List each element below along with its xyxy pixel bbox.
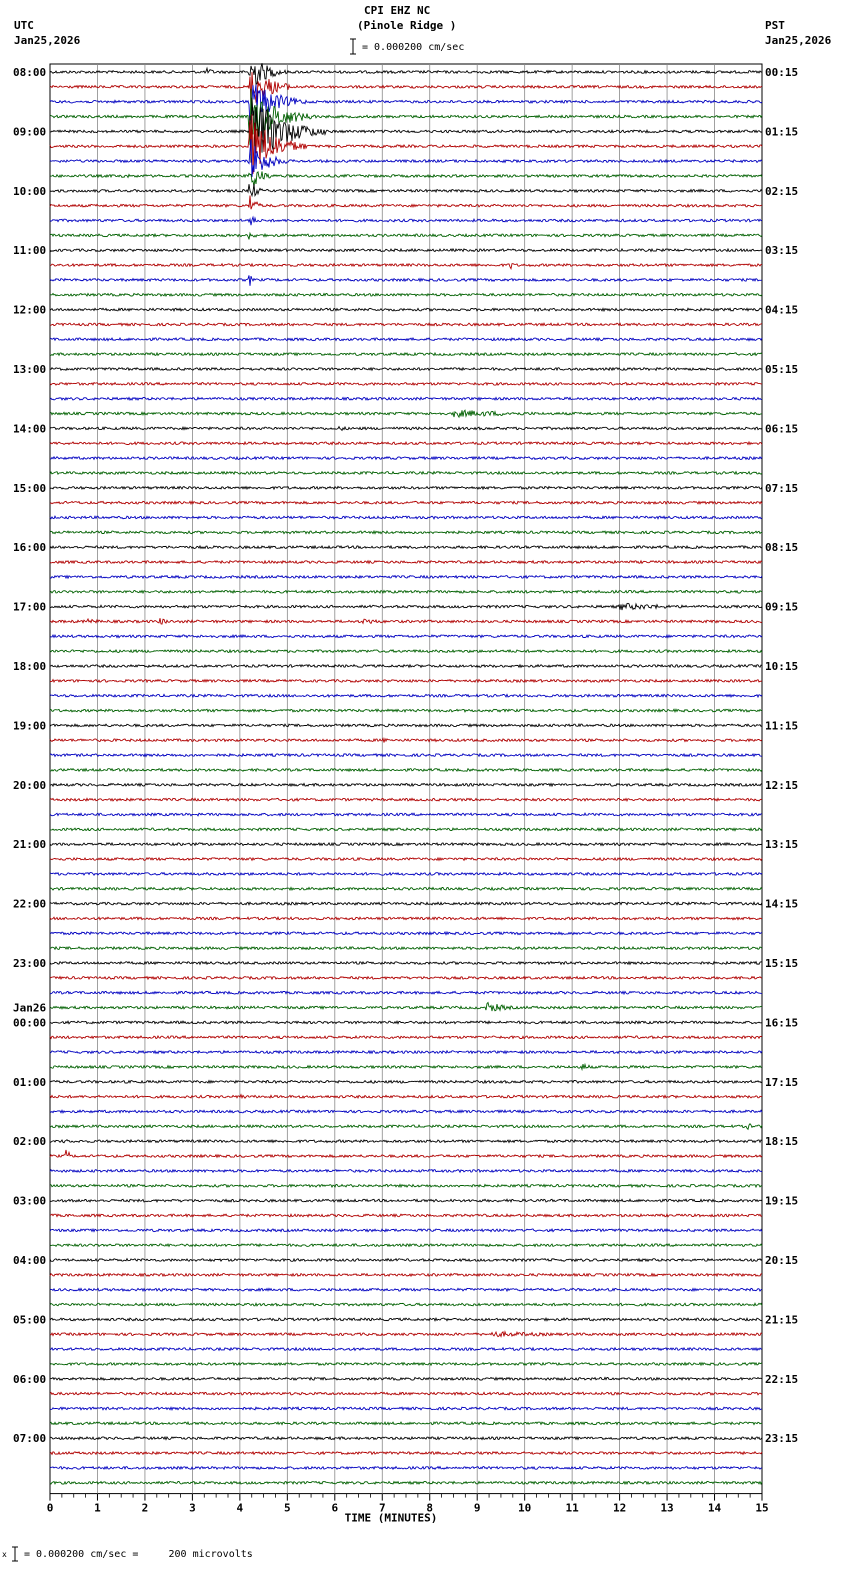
seismic-trace: [50, 63, 762, 84]
seismic-trace: [50, 1422, 762, 1425]
seismic-trace: [50, 1214, 762, 1217]
seismic-trace: [50, 888, 762, 891]
seismic-trace: [50, 784, 762, 787]
utc-hour-label: 18:00: [13, 660, 47, 673]
seismic-trace: [50, 843, 762, 846]
seismic-trace: [50, 1437, 762, 1440]
pst-hour-label: 04:15: [765, 303, 799, 317]
pst-hour-label: 19:15: [765, 1194, 799, 1208]
utc-hour-label: 02:00: [13, 1135, 47, 1149]
pst-hour-label: 03:15: [765, 244, 799, 258]
right-timezone-label: PST: [765, 19, 785, 32]
pst-hour-label: 15:15: [765, 957, 799, 970]
utc-hour-label: 06:00: [13, 1372, 47, 1386]
seismic-trace: [50, 680, 762, 683]
seismic-trace: [50, 516, 762, 519]
seismic-trace: [50, 338, 762, 341]
seismic-trace: [50, 1288, 762, 1291]
axis-tick-label: 10: [518, 1501, 532, 1515]
seismic-trace: [50, 665, 762, 668]
seismic-trace: [50, 858, 762, 861]
seismic-trace: [50, 196, 762, 210]
seismic-trace: [50, 368, 762, 371]
seismic-trace: [50, 139, 762, 177]
seismic-trace: [50, 1199, 762, 1202]
seismic-trace: [50, 1229, 762, 1232]
utc-hour-label: 07:00: [13, 1432, 47, 1446]
seismic-trace: [50, 873, 762, 876]
seismic-trace: [50, 1274, 762, 1277]
trace-layer: [50, 63, 762, 1484]
pst-hour-label: 14:15: [765, 897, 799, 911]
pst-hour-label: 23:15: [765, 1432, 799, 1446]
seismic-trace: [50, 650, 762, 653]
seismic-trace: [50, 1363, 762, 1366]
pst-hour-label: 12:15: [765, 778, 799, 792]
seismic-trace: [50, 1452, 762, 1455]
axis-tick-label: 5: [284, 1501, 291, 1515]
seismic-trace: [50, 618, 762, 624]
pst-hour-label: 21:15: [765, 1313, 799, 1327]
seismic-trace: [50, 902, 762, 905]
axis-tick-label: 7: [378, 1501, 386, 1515]
seismic-trace: [50, 1259, 762, 1262]
seismic-trace: [50, 1348, 762, 1351]
axis-tick-label: 3: [189, 1501, 196, 1515]
seismic-trace: [50, 591, 762, 594]
utc-hour-label: 12:00: [13, 303, 47, 317]
date-change-label: Jan26: [13, 1001, 47, 1015]
pst-hour-label: 01:15: [765, 125, 799, 139]
seismic-trace: [50, 694, 762, 697]
utc-hour-label: 05:00: [13, 1313, 47, 1327]
utc-hour-label: 21:00: [13, 838, 47, 852]
station-title: CPI EHZ NC: [364, 4, 431, 17]
seismic-trace: [50, 576, 762, 579]
time-axis: [47, 1494, 769, 1525]
seismic-trace: [50, 184, 762, 196]
footer-scale-bar-icon: [10, 1546, 20, 1562]
axis-tick-label: 2: [141, 1501, 149, 1515]
utc-hour-label: 09:00: [13, 125, 47, 139]
pst-hour-label: 05:15: [765, 363, 799, 376]
seismic-trace: [50, 917, 762, 920]
seismic-trace: [50, 1185, 762, 1188]
seismic-trace: [50, 442, 762, 445]
pst-hour-label: 06:15: [765, 422, 799, 436]
axis-tick-label: 11: [565, 1501, 579, 1515]
seismic-trace: [50, 798, 762, 801]
seismic-trace: [50, 709, 762, 712]
seismic-trace: [50, 991, 762, 994]
utc-hour-label: 11:00: [13, 244, 47, 258]
pst-hour-label: 07:15: [765, 481, 799, 495]
seismic-trace: [50, 1021, 762, 1024]
pst-hour-label: 22:15: [765, 1372, 799, 1386]
seismic-trace: [50, 249, 762, 252]
seismic-trace: [50, 1003, 762, 1012]
station-subtitle: (Pinole Ridge ): [357, 19, 457, 32]
seismic-trace: [50, 754, 762, 757]
seismic-trace: [50, 1170, 762, 1173]
seismic-trace: [50, 962, 762, 965]
seismic-trace: [50, 264, 762, 269]
seismic-trace: [50, 1064, 762, 1069]
pst-hour-label: 09:15: [765, 600, 799, 614]
pst-hour-label: 10:15: [765, 660, 799, 673]
footer-scale-text: = 0.000200 cm/sec = 200 microvolts: [24, 1549, 253, 1560]
axis-tick-label: 12: [612, 1501, 627, 1515]
seismic-trace: [50, 947, 762, 950]
seismic-trace: [50, 98, 762, 163]
seismic-trace: [50, 472, 762, 475]
utc-hour-label: 16:00: [13, 541, 47, 555]
seismic-trace: [50, 769, 762, 772]
seismic-trace: [50, 487, 762, 490]
seismic-trace: [50, 457, 762, 460]
seismic-trace: [50, 531, 762, 534]
seismic-trace: [50, 1036, 762, 1039]
axis-tick-label: 15: [755, 1501, 769, 1515]
axis-tick-label: 13: [660, 1501, 674, 1515]
left-date-label: Jan25,2026: [14, 34, 81, 47]
seismic-trace: [50, 561, 762, 564]
seismic-trace: [50, 1150, 762, 1157]
seismic-trace: [50, 85, 762, 126]
left-timezone-label: UTC: [14, 19, 34, 32]
seismic-trace: [50, 1081, 762, 1084]
utc-hour-label: 10:00: [13, 184, 47, 198]
seismic-trace: [50, 1110, 762, 1113]
seismic-trace: [50, 353, 762, 356]
pst-hour-label: 16:15: [765, 1016, 799, 1030]
utc-hour-label: 17:00: [13, 600, 47, 614]
pst-hour-label: 00:15: [765, 66, 799, 79]
pst-hour-label: 17:15: [765, 1075, 799, 1089]
seismic-trace: [50, 1378, 762, 1381]
pst-hour-label: 18:15: [765, 1135, 799, 1149]
seismic-trace: [50, 603, 762, 610]
seismic-trace: [50, 275, 762, 285]
seismic-trace: [50, 1332, 762, 1337]
x-axis-title: TIME (MINUTES): [344, 1511, 438, 1525]
seismic-trace: [50, 1318, 762, 1321]
pst-hour-label: 13:15: [765, 838, 799, 852]
seismic-trace: [50, 546, 762, 549]
seismic-trace: [50, 1124, 762, 1130]
seismic-trace: [50, 1303, 762, 1306]
seismic-trace: [50, 1482, 762, 1485]
utc-hour-label: 20:00: [13, 778, 47, 792]
seismic-trace: [50, 1407, 762, 1410]
seismic-trace: [50, 308, 762, 311]
seismic-trace: [50, 294, 762, 297]
pst-hour-label: 11:15: [765, 719, 799, 733]
seismic-trace: [50, 114, 762, 174]
seismic-trace: [50, 977, 762, 980]
footer-prefix: x: [2, 1550, 7, 1559]
seismic-trace: [50, 828, 762, 831]
seismic-trace: [50, 1140, 762, 1143]
header-scale-text: = 0.000200 cm/sec: [362, 42, 465, 53]
utc-hour-label: 00:00: [13, 1016, 47, 1030]
seismic-trace: [50, 1467, 762, 1470]
grid-layer: [50, 64, 762, 1494]
pst-hour-label: 02:15: [765, 184, 799, 198]
axis-tick-label: 14: [707, 1501, 722, 1515]
right-date-label: Jan25,2026: [765, 34, 832, 47]
utc-hour-label: 01:00: [13, 1075, 47, 1089]
seismic-trace: [50, 635, 762, 638]
seismic-trace: [50, 89, 762, 145]
axis-tick-label: 6: [331, 1501, 339, 1515]
seismic-trace: [50, 397, 762, 400]
axis-tick-label: 0: [46, 1501, 54, 1515]
seismic-trace: [50, 233, 762, 239]
utc-hour-label: 15:00: [13, 481, 47, 495]
axis-tick-label: 9: [473, 1501, 481, 1515]
utc-hour-label: 04:00: [13, 1254, 47, 1267]
seismic-trace: [50, 410, 762, 417]
utc-hour-label: 03:00: [13, 1194, 47, 1208]
seismic-trace: [50, 813, 762, 816]
pst-hour-label: 20:15: [765, 1254, 799, 1267]
axis-tick-label: 1: [94, 1501, 101, 1515]
seismic-trace: [50, 1051, 762, 1054]
utc-hour-label: 22:00: [13, 897, 47, 911]
seismic-trace: [50, 323, 762, 326]
seismic-trace: [50, 932, 762, 935]
utc-hour-label: 13:00: [13, 363, 47, 376]
seismic-trace: [50, 1392, 762, 1395]
plot-frame: [50, 64, 762, 1494]
seismic-trace: [50, 383, 762, 386]
axis-tick-label: 8: [426, 1501, 434, 1515]
seismic-trace: [50, 172, 762, 187]
pst-hour-label: 08:15: [765, 541, 799, 555]
seismic-trace: [50, 427, 762, 431]
seismic-trace: [50, 1244, 762, 1247]
utc-hour-label: 08:00: [13, 66, 47, 79]
seismic-trace: [50, 217, 762, 225]
axis-tick-label: 4: [236, 1501, 244, 1515]
utc-hour-label: 14:00: [13, 422, 47, 436]
seismic-trace: [50, 501, 762, 504]
utc-hour-label: 23:00: [13, 957, 47, 970]
seismic-trace: [50, 739, 762, 743]
seismic-trace: [50, 724, 762, 727]
utc-hour-label: 19:00: [13, 719, 47, 733]
seismic-trace: [50, 1095, 762, 1098]
